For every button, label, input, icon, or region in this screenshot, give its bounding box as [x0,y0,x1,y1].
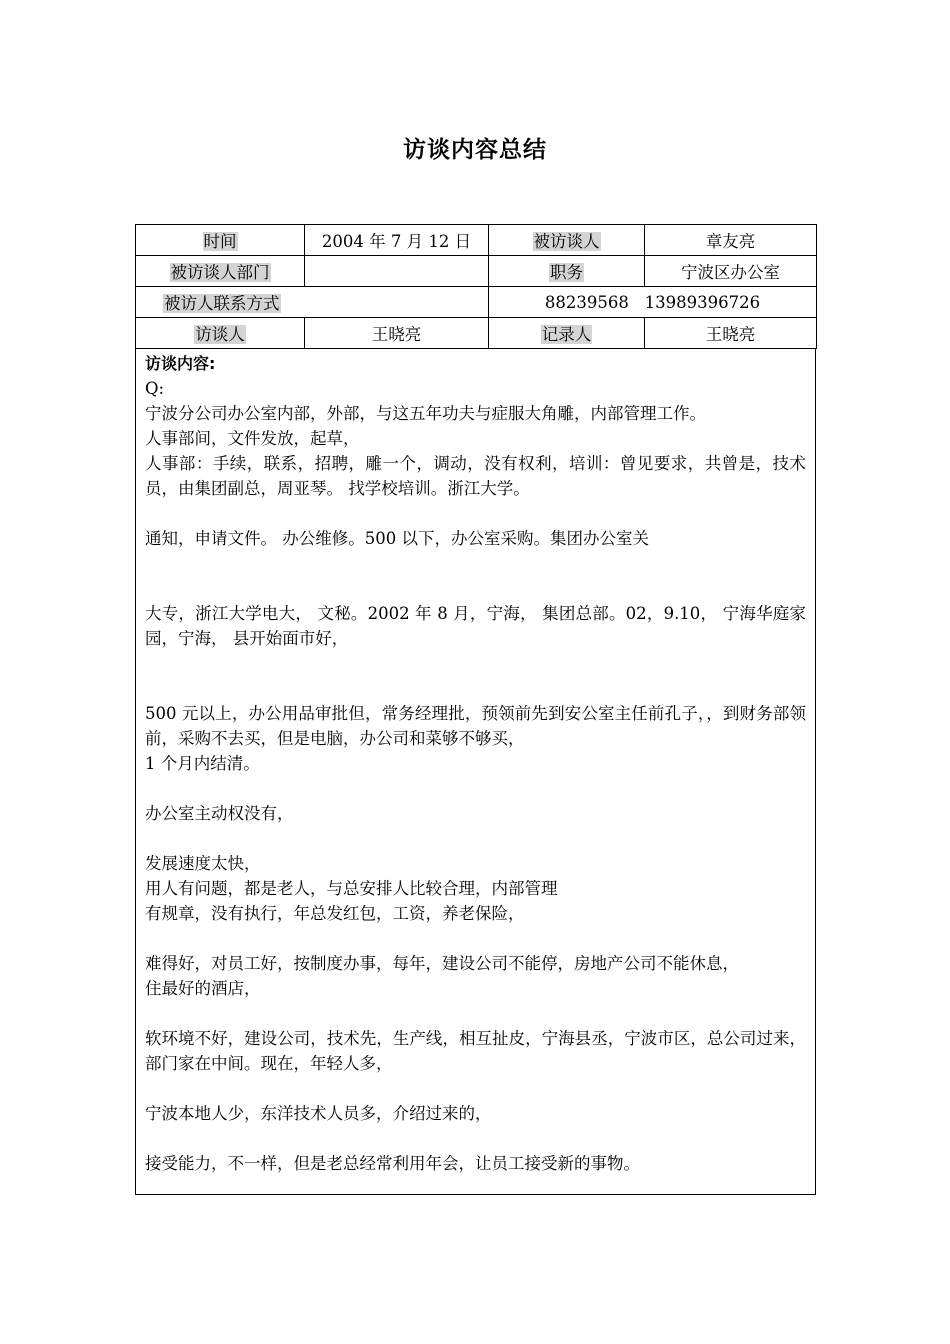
content-line: 软环境不好，建设公司，技术先，生产线，相互扯皮，宁海县丞，宁波市区，总公司过来，部门家在中间。现在，年轻人多， [145,1029,806,1073]
recorder-value: 王晓亮 [645,318,817,349]
content-line: 有规章，没有执行，年总发红包，工资，养老保险， [145,904,525,923]
interviewee-label: 被访谈人 [533,232,600,251]
content-line: 人事部间，文件发放，起草， [145,429,360,448]
dept-label-cell [136,256,305,287]
content-line: 发展速度太快， [145,854,261,873]
interview-content [135,349,816,1195]
content-line: 难得好，对员工好，按制度办事，每年，建设公司不能停，房地产公司不能休息， [145,954,739,973]
interviewer-label: 访谈人 [195,325,245,344]
content-line: 办公室主动权没有， [145,804,294,823]
content-line: 接受能力，不一样，但是老总经常利用年会，让员工接受新的事物。 [145,1154,640,1173]
dept-label: 被访谈人部门 [170,263,270,282]
dept-value [305,256,489,287]
recorder-label-cell [489,318,645,349]
time-label-cell [136,225,305,256]
content-line: 宁波分公司办公室内部，外部，与这五年功夫与症服大角雕，内部管理工作。 [145,404,706,423]
interviewee-value: 章友亮 [645,225,817,256]
content-line: 住最好的酒店， [145,979,261,998]
contact-value: 88239568 13989396726 [489,287,817,318]
interviewee-label-cell [489,225,645,256]
content-line: 1 个月内结清。 [145,754,260,773]
time-label: 时间 [203,232,237,251]
content-label: 访谈内容: [145,354,216,373]
position-value: 宁波区办公室 [645,256,817,287]
info-row-contact [136,287,817,318]
content-line: 用人有问题，都是老人，与总安排人比较合理，内部管理 [145,879,558,898]
position-label: 职务 [550,263,583,282]
contact-label: 被访人联系方式 [164,294,280,313]
info-row-time [136,225,817,256]
info-row-interviewer [136,318,817,349]
interviewer-label-cell [136,318,305,349]
content-line: 500 元以上，办公用品审批但，常务经理批，预领前先到安公室主任前孔子，，到财务部领前，采购不去买，但是电脑，办公司和菜够不够买， [145,704,806,748]
content-line: 宁波本地人少，东洋技术人员多，介绍过来的， [145,1104,492,1123]
position-label-cell [489,256,645,287]
time-value: 2004 年 7 月 12 日 [305,225,489,256]
page-title: 访谈内容总结 [403,137,547,163]
interviewer-value: 王晓亮 [305,318,489,349]
content-line: 通知，申请文件。 办公维修。500 以下，办公室采购。集团办公室关 [145,529,649,548]
contact-label-cell [136,287,489,318]
question-marker: Q: [145,379,165,398]
content-line: 人事部：手续，联系，招聘，雕一个，调动，没有权利，培训：曾见要求，共曾是，技术员，由集团副总，周亚琴。 找学校培训。浙江大学。 [145,454,806,498]
content-line: 大专，浙江大学电大， 文秘。2002 年 8 月，宁海， 集团总部。02，9.10， 宁海华庭家园，宁海， 县开始面市好， [145,604,806,648]
recorder-label: 记录人 [541,325,592,344]
info-table [135,224,817,349]
info-row-dept [136,256,817,287]
